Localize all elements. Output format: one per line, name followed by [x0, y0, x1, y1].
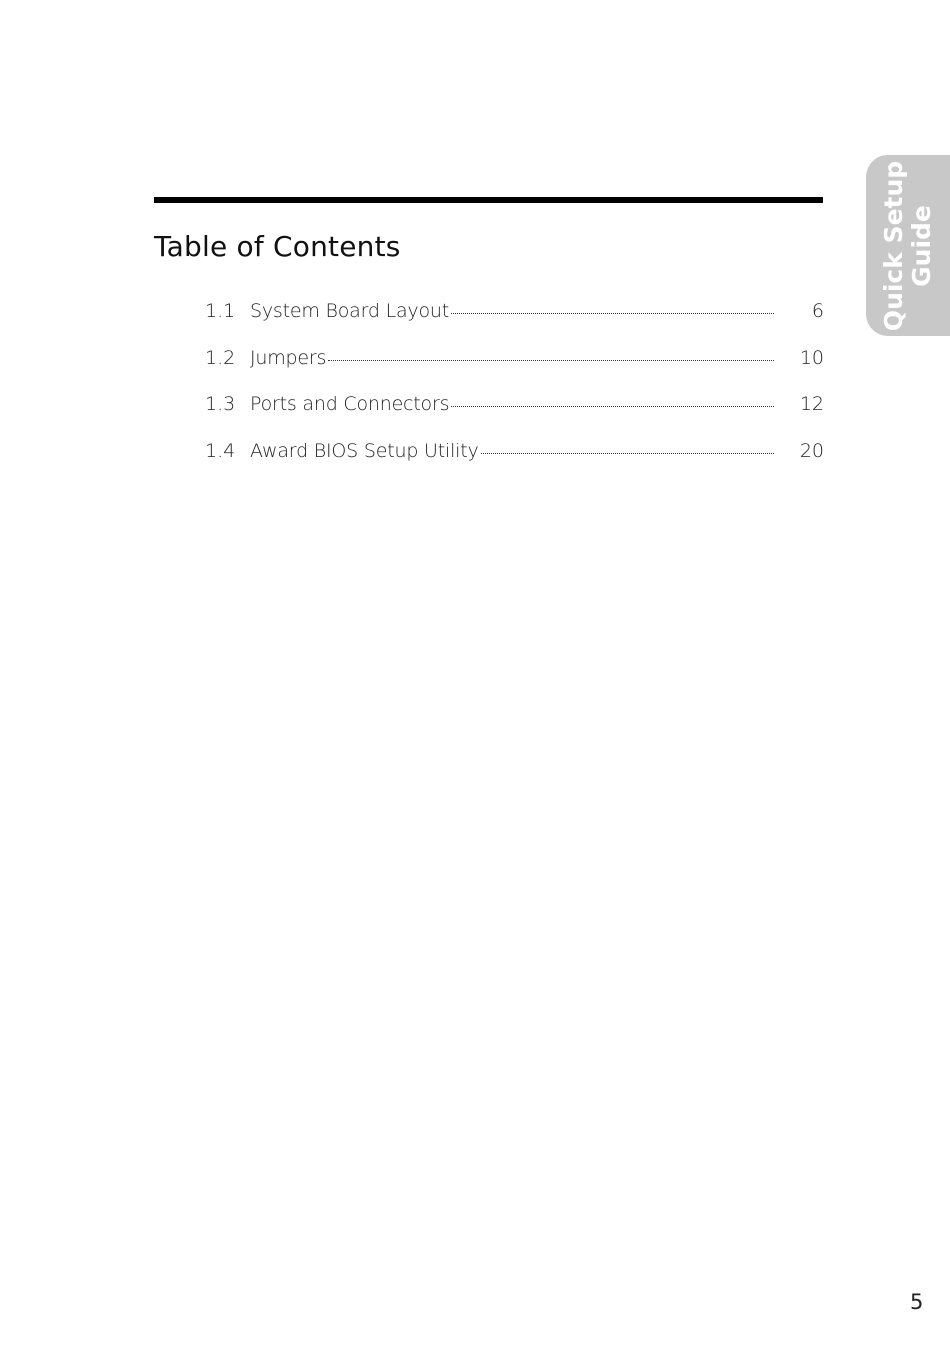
- dot-leader: [451, 312, 774, 314]
- dot-leader: [451, 405, 774, 407]
- section-tab-line2: Guide: [907, 204, 936, 287]
- toc-entry-label-wrap: [250, 393, 774, 415]
- toc-entry-number: 1.4: [205, 439, 236, 462]
- section-tab-label: [880, 155, 936, 336]
- toc-entry-label-wrap: [250, 347, 774, 369]
- dot-leader: [328, 359, 774, 361]
- toc-entry-label: Ports and Connectors: [250, 393, 450, 415]
- toc-entry-page: 12: [799, 393, 824, 415]
- toc-entry[interactable]: [205, 343, 824, 390]
- toc-entry-label: Jumpers: [250, 346, 327, 369]
- section-tab-line1: Quick Setup: [879, 160, 908, 331]
- toc-entry-page: 10: [799, 346, 824, 369]
- page-title: Table of Contents: [154, 230, 401, 263]
- top-rule: [154, 197, 823, 203]
- page-number: 5: [910, 1290, 924, 1314]
- toc-entry-label-wrap: [250, 300, 774, 322]
- toc-entry[interactable]: [205, 436, 824, 483]
- toc-entry-page: 6: [811, 300, 824, 322]
- toc-list: [205, 296, 824, 482]
- toc-entry-number: 1.3: [205, 393, 236, 415]
- section-tab: [866, 155, 950, 336]
- dot-leader: [481, 452, 774, 454]
- toc-entry-number: 1.1: [205, 300, 236, 322]
- toc-entry-page: 20: [799, 439, 824, 462]
- toc-entry-label: System Board Layout: [250, 300, 449, 322]
- toc-entry-label-wrap: [250, 440, 774, 462]
- toc-entry[interactable]: [205, 296, 824, 343]
- toc-entry-label: Award BIOS Setup Utility: [250, 439, 479, 462]
- toc-entry-number: 1.2: [205, 346, 236, 369]
- toc-entry[interactable]: [205, 389, 824, 436]
